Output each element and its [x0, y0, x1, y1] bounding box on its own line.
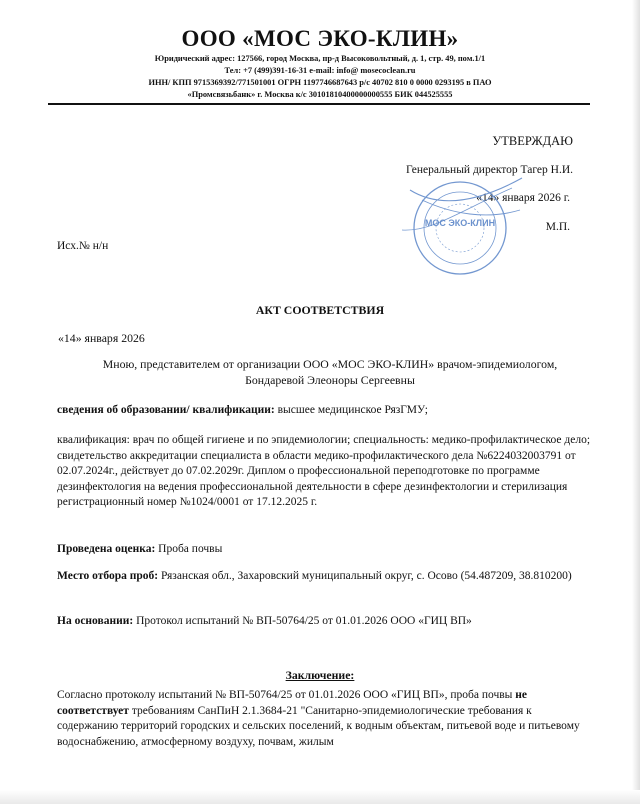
act-title: АКТ СООТВЕТСТВИЯ [255, 303, 385, 317]
stamp-text: МОС ЭКО-КЛИН [424, 218, 496, 228]
education-value: высшее медицинское РязГМУ; [274, 404, 428, 416]
company-stamp [392, 170, 532, 280]
approval-title: УТВЕРЖДАЮ [492, 134, 573, 148]
header-divider [48, 103, 590, 105]
contact-line: Тел: +7 (499)391-16-31 e-mail: info@ mosecoclean.ru [224, 66, 416, 75]
conclusion-text-before: Согласно протоколу испытаний № ВП-50764/25 от 01.01.2026 ООО «ГИЦ ВП», проба почвы [57, 689, 516, 701]
bank-line: «Промсвязьбанк» г. Москва к/с 30101810400000000555 БИК 044525555 [187, 90, 453, 99]
page-edge-shadow [632, 0, 640, 804]
approval-signer: Генеральный директор Тагер Н.И. [405, 164, 573, 176]
requisites-line: ИНН/ КПП 9715369392/771501001 ОГРН 1197746687643 р/с 40702 810 0 0000 0293195 в ПАО [148, 78, 492, 87]
qualification-paragraph: квалификация: врач по общей гигиене и по эпидемиологии; специальность: медико-профилактическое дело; свидетельство аккредитации специалиста в области медико-профилактического дела №6224032003791 от 02.07.2024г., действует до 07.02.2029г. Диплом о профессиональной переподготовке по программе дезинфектология на ведения профессиональной деятельности в сфере дезинфектологии и стерилизация регистрационный номер №1024/0001 от 17.12.2025 г. [57, 434, 591, 509]
conclusion-title: Заключение: [285, 668, 355, 682]
act-date: «14» января 2026 [58, 331, 145, 345]
evaluation-label: Проведена оценка: [57, 543, 156, 555]
sampling-paragraph [57, 569, 592, 585]
basis-paragraph [57, 614, 592, 630]
evaluation-paragraph [57, 542, 592, 558]
conclusion-verdict: не соответствует [57, 689, 528, 717]
evaluation-value: Проба почвы [155, 543, 223, 555]
sampling-value: Рязанская обл., Захаровский муниципальный округ, с. Осово (54.487209, 38.810200) [158, 570, 572, 582]
conclusion-text-after: требованиям СанПиН 2.1.3684-21 "Санитарно-эпидемиологические требования к содержанию территорий городских и сельских поселений, к водным объектам, питьевой воде и питьевому водоснабжению, атмосферному воздуху, почвам, жилым [57, 704, 580, 748]
basis-value: Протокол испытаний № ВП-50764/25 от 01.01.2026 ООО «ГИЦ ВП» [133, 615, 472, 627]
company-name: ООО «МОС ЭКО-КЛИН» [181, 26, 459, 51]
legal-address: Юридический адрес: 127566, город Москва, пр-д Высоковольтный, д. 1, стр. 49, пом.1/1 [154, 54, 486, 63]
act-intro: Мною, представителем от организации ООО «МОС ЭКО-КЛИН» врачом-эпидемиологом, Бондаревой Элеоноры Сергеевны [102, 357, 558, 387]
conclusion-paragraph [57, 688, 592, 750]
sampling-label: Место отбора проб: [57, 570, 159, 582]
basis-label: На основании: [57, 615, 134, 627]
seal-label: М.П. [545, 221, 570, 233]
education-paragraph [57, 403, 592, 419]
page-bottom-edge [0, 790, 640, 804]
approval-date: «14» января 2026 г. [476, 192, 570, 204]
outgoing-number: Исх.№ н/н [57, 240, 109, 252]
education-label: сведения об образовании/ квалификации: [57, 404, 275, 416]
